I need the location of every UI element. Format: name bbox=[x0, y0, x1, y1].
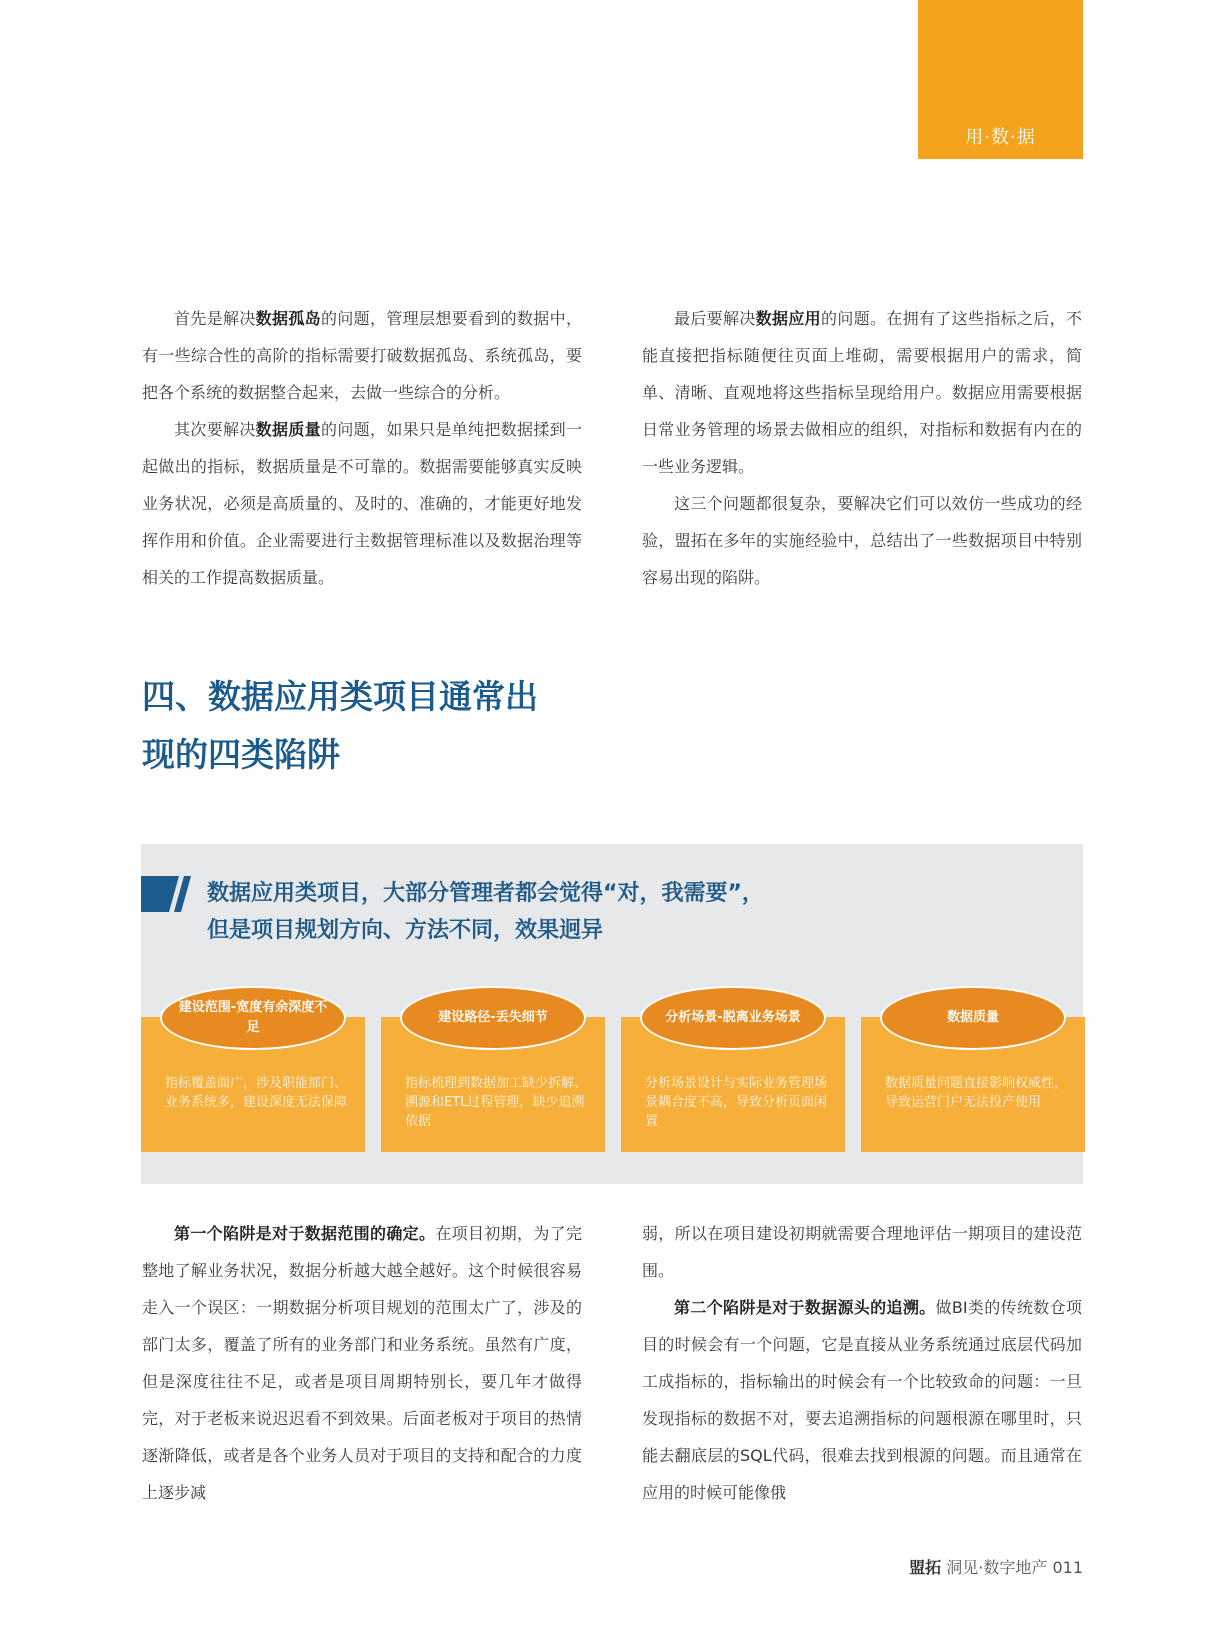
paragraph-second-trap: 第二个陷阱是对于数据源头的追溯。做BI类的传统数仓项目的时候会有一个问题，它是直接从业务系统通过底层代码加工成指标的，指标输出的时候会有一个比较致命的问题：一旦发现指标的数据不对，要去追溯指标的问题根源在哪里时，只能去翻底层的SQL代码，很难去找到根源的问题。而且通常在应用的时候可能像俄 bbox=[642, 1298, 1082, 1502]
paragraph-continuation: 弱，所以在项目建设初期就需要合理地评估一期项目的建设范围。 bbox=[642, 1224, 1082, 1280]
trap-card-title: 数据质量 bbox=[880, 986, 1066, 1050]
right-column-top bbox=[642, 300, 1082, 596]
footer-brand: 盟拓 bbox=[909, 1558, 942, 1577]
paragraph-data-application: 最后要解决数据应用的问题。在拥有了这些指标之后，不能直接把指标随便往页面上堆砌，需要根据用户的需求，简单、清晰、直观地将这些指标呈现给用户。数据应用需要根据日常业务管理的场景去做相应的组织，对指标和数据有内在的一些业务逻辑。 bbox=[642, 309, 1082, 476]
trap-card-title: 建设路径-丢失细节 bbox=[400, 986, 586, 1050]
page-footer bbox=[909, 1555, 1083, 1578]
section-tab bbox=[918, 0, 1083, 159]
slash-marker-icon bbox=[141, 876, 193, 912]
section-heading bbox=[142, 668, 602, 784]
panel-title-line-1: 数据应用类项目，大部分管理者都会觉得“对，我需要”， bbox=[207, 881, 764, 906]
trap-card-text: 分析场景设计与实际业务管理场景耦合度不高，导致分析页面闲置 bbox=[645, 1076, 828, 1129]
heading-line-2: 现的四类陷阱 bbox=[142, 735, 340, 774]
page-number: 011 bbox=[1052, 1558, 1083, 1577]
panel-title bbox=[207, 875, 1067, 949]
trap-card-text: 指标覆盖面广，涉及职能部门、业务系统多，建设深度无法保障 bbox=[165, 1076, 348, 1110]
trap-card-title: 分析场景-脱离业务场景 bbox=[640, 986, 826, 1050]
left-column-top bbox=[142, 300, 582, 596]
section-tab-label: 用·数·据 bbox=[965, 127, 1036, 148]
panel-title-line-2: 但是项目规划方向、方法不同，效果迥异 bbox=[207, 918, 604, 943]
paragraph-first-trap: 第一个陷阱是对于数据范围的确定。在项目初期，为了完整地了解业务状况，数据分析越大越全越好。这个时候很容易走入一个误区：一期数据分析项目规划的范围太广了，涉及的部门太多，覆盖了所有的业务部门和业务系统。虽然有广度，但是深度往往不足，或者是项目周期特别长，要几年才做得完，对于老板来说迟迟看不到效果。后面老板对于项目的热情逐渐降低，或者是各个业务人员对于项目的支持和配合的力度上逐步减 bbox=[142, 1224, 582, 1502]
right-column-bottom bbox=[642, 1215, 1082, 1511]
paragraph-data-island: 首先是解决数据孤岛的问题，管理层想要看到的数据中，有一些综合性的高阶的指标需要打破数据孤岛、系统孤岛，要把各个系统的数据整合起来，去做一些综合的分析。 bbox=[142, 309, 582, 402]
paragraph-data-quality: 其次要解决数据质量的问题，如果只是单纯把数据揉到一起做出的指标，数据质量是不可靠的。数据需要能够真实反映业务状况，必须是高质量的、及时的、准确的，才能更好地发挥作用和价值。企业需要进行主数据管理标准以及数据治理等相关的工作提高数据质量。 bbox=[142, 420, 582, 587]
trap-card-text: 指标梳理到数据加工缺少拆解、溯源和ETL过程管理，缺少追溯依据 bbox=[405, 1076, 588, 1129]
footer-publication: 洞见·数字地产 bbox=[946, 1558, 1048, 1577]
trap-card-text: 数据质量问题直接影响权威性，导致运营门户无法投产使用 bbox=[885, 1076, 1068, 1110]
left-column-bottom bbox=[142, 1215, 582, 1511]
heading-line-1: 四、数据应用类项目通常出 bbox=[142, 677, 538, 716]
trap-card-title: 建设范围-宽度有余深度不足 bbox=[160, 986, 346, 1050]
paragraph-summary: 这三个问题都很复杂，要解决它们可以效仿一些成功的经验，盟拓在多年的实施经验中，总结出了一些数据项目中特别容易出现的陷阱。 bbox=[642, 494, 1082, 587]
traps-panel bbox=[141, 844, 1083, 1184]
